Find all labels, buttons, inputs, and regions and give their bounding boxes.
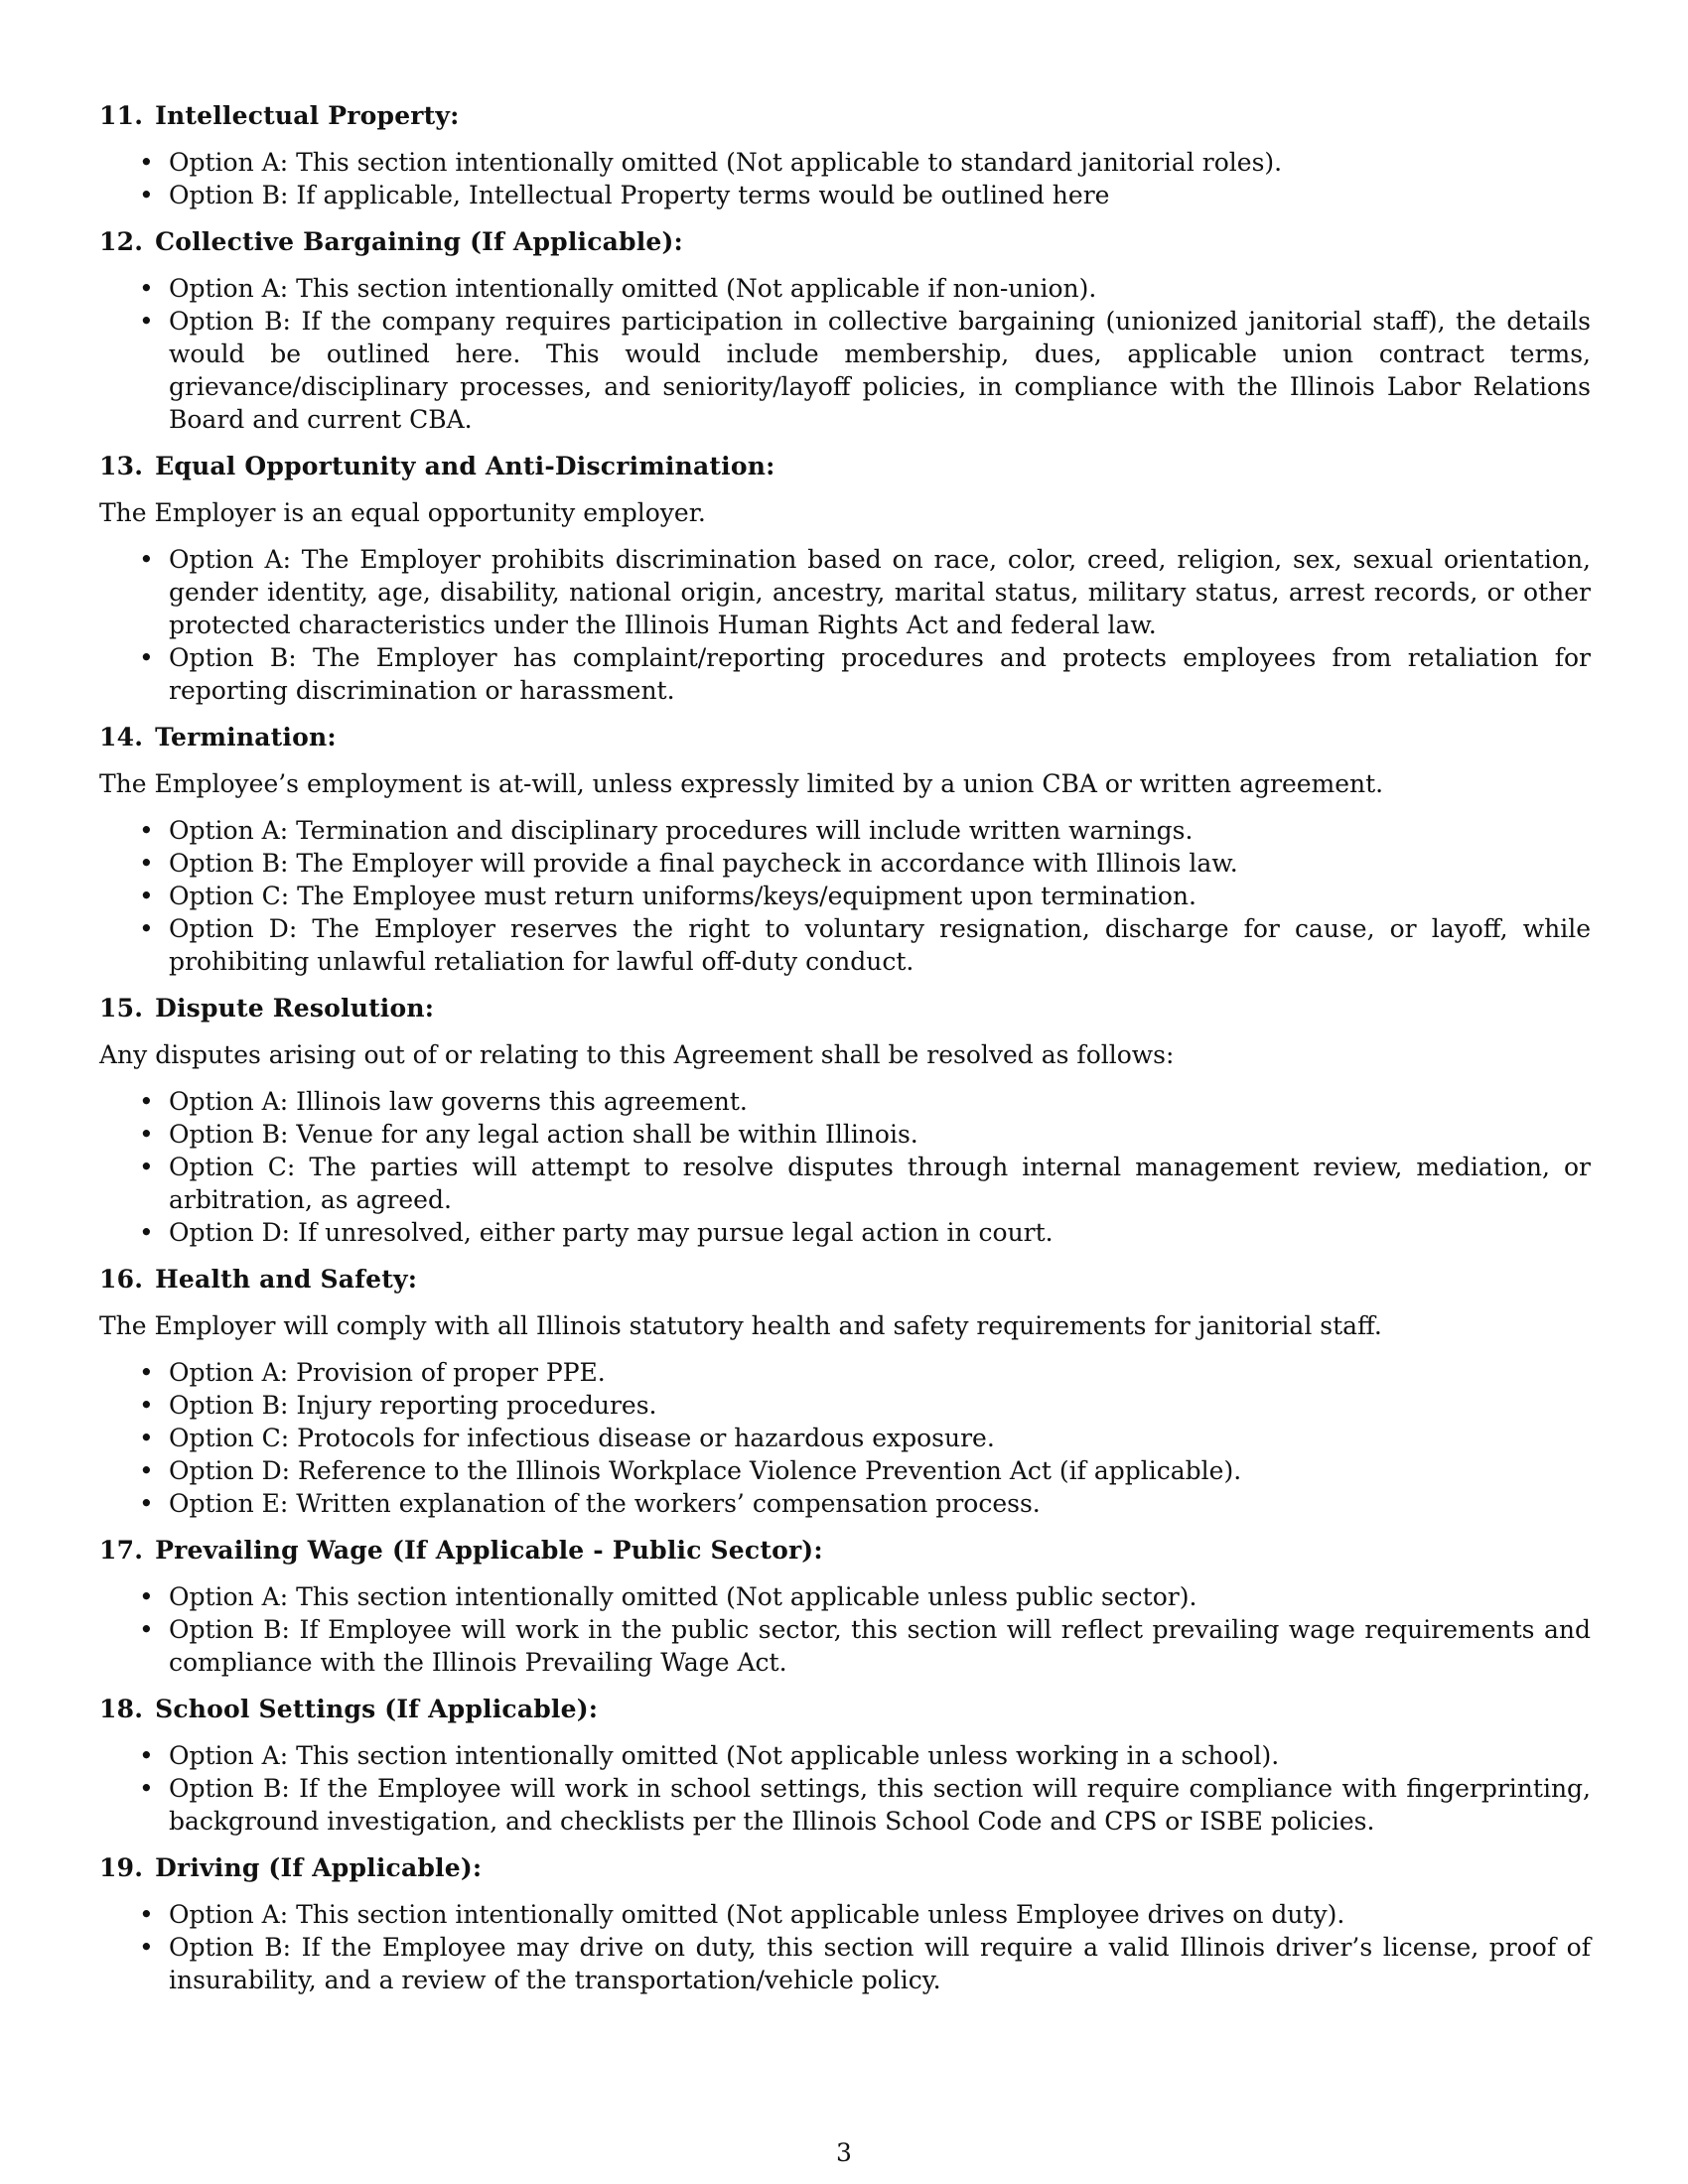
option-item: • Option B: If Employee will work in the public sector, this section will reflect prevailing wage requirements and compliance with the Illinois Prevailing Wage Act. xyxy=(99,1613,1591,1679)
section xyxy=(99,1851,1591,1996)
section xyxy=(99,1693,1591,1838)
section-title: Dispute Resolution: xyxy=(155,994,435,1023)
section-intro: Any disputes arising out of or relating to this Agreement shall be resolved as follows: xyxy=(99,1040,1175,1069)
option-list xyxy=(99,1739,1591,1838)
option-item: • Option A: Provision of proper PPE. xyxy=(99,1356,1591,1389)
option-item: • Option A: Termination and disciplinary procedures will include written warnings. xyxy=(99,814,1591,847)
option-item: • Option B: If applicable, Intellectual Property terms would be outlined here xyxy=(99,179,1591,211)
option-item: • Option B: The Employer has complaint/reporting procedures and protects employees from retaliation for reporting discrimination or harassment. xyxy=(99,641,1591,707)
option-item: • Option D: If unresolved, either party may pursue legal action in court. xyxy=(99,1216,1591,1249)
section-title: Intellectual Property: xyxy=(155,101,460,130)
sections-container xyxy=(99,99,1591,1996)
section-title: Health and Safety: xyxy=(155,1265,418,1294)
section xyxy=(99,721,1591,978)
option-item: • Option D: The Employer reserves the right to voluntary resignation, discharge for cause, or layoff, while prohibiting unlawful retaliation for lawful off-duty conduct. xyxy=(99,912,1591,978)
option-item: • Option A: This section intentionally omitted (Not applicable unless working in a school). xyxy=(99,1739,1591,1772)
section-intro: The Employer will comply with all Illinois statutory health and safety requirements for janitorial staff. xyxy=(99,1311,1382,1340)
section-heading xyxy=(99,1693,1591,1725)
section xyxy=(99,225,1591,436)
option-list xyxy=(99,1356,1591,1520)
option-list xyxy=(99,272,1591,436)
option-list xyxy=(99,1898,1591,1996)
section-heading xyxy=(99,1534,1591,1567)
section xyxy=(99,99,1591,211)
section-title: Termination: xyxy=(155,723,337,751)
option-item: • Option D: Reference to the Illinois Workplace Violence Prevention Act (if applicable). xyxy=(99,1454,1591,1487)
section-intro: The Employee’s employment is at-will, unless expressly limited by a union CBA or written agreement. xyxy=(99,769,1384,798)
section-heading xyxy=(99,99,1591,132)
section-title: Equal Opportunity and Anti-Discrimination: xyxy=(155,452,775,480)
section xyxy=(99,450,1591,707)
option-item: • Option B: The Employer will provide a final paycheck in accordance with Illinois law. xyxy=(99,847,1591,880)
option-list xyxy=(99,1580,1591,1679)
section-intro: The Employer is an equal opportunity employer. xyxy=(99,498,706,527)
option-item: • Option B: Injury reporting procedures. xyxy=(99,1389,1591,1422)
option-item: • Option A: This section intentionally omitted (Not applicable if non-union). xyxy=(99,272,1591,305)
section-title: School Settings (If Applicable): xyxy=(155,1695,599,1723)
section xyxy=(99,1263,1591,1520)
section-number: 11. xyxy=(99,101,144,130)
section-number: 12. xyxy=(99,227,144,256)
section-heading xyxy=(99,721,1591,753)
option-item: • Option E: Written explanation of the workers’ compensation process. xyxy=(99,1487,1591,1520)
section-number: 13. xyxy=(99,452,144,480)
option-item: • Option C: Protocols for infectious disease or hazardous exposure. xyxy=(99,1422,1591,1454)
option-item: • Option A: Illinois law governs this agreement. xyxy=(99,1085,1591,1118)
section-heading xyxy=(99,225,1591,258)
section-number: 14. xyxy=(99,723,144,751)
section-number: 17. xyxy=(99,1536,144,1565)
section-number: 19. xyxy=(99,1853,144,1882)
section-number: 18. xyxy=(99,1695,144,1723)
section-title: Collective Bargaining (If Applicable): xyxy=(155,227,683,256)
document-body xyxy=(99,99,1591,2010)
section-number: 16. xyxy=(99,1265,144,1294)
section xyxy=(99,992,1591,1249)
option-item: • Option B: If the Employee may drive on duty, this section will require a valid Illinois driver’s license, proof of insurability, and a review of the transportation/vehicle policy. xyxy=(99,1931,1591,1996)
section-heading xyxy=(99,992,1591,1024)
option-list xyxy=(99,146,1591,211)
option-item: • Option B: If the Employee will work in school settings, this section will require compliance with fingerprinting, background investigation, and checklists per the Illinois School Code and CPS or ISBE policies. xyxy=(99,1772,1591,1838)
section-title: Driving (If Applicable): xyxy=(155,1853,483,1882)
section xyxy=(99,1534,1591,1679)
section-title: Prevailing Wage (If Applicable - Public Sector): xyxy=(155,1536,823,1565)
section-heading xyxy=(99,1851,1591,1884)
section-heading xyxy=(99,450,1591,482)
option-item: • Option C: The Employee must return uniforms/keys/equipment upon termination. xyxy=(99,880,1591,912)
option-item: • Option B: Venue for any legal action shall be within Illinois. xyxy=(99,1118,1591,1151)
option-list xyxy=(99,543,1591,707)
option-item: • Option A: The Employer prohibits discrimination based on race, color, creed, religion, sex, sexual orientation, gender identity, age, disability, national origin, ancestry, marital status, military status, arrest records, or other protected characteristics under the Illinois Human Rights Act and federal law. xyxy=(99,543,1591,641)
option-item: • Option A: This section intentionally omitted (Not applicable unless Employee drives on duty). xyxy=(99,1898,1591,1931)
section-number: 15. xyxy=(99,994,144,1023)
option-item: • Option A: This section intentionally omitted (Not applicable to standard janitorial roles). xyxy=(99,146,1591,179)
option-list xyxy=(99,814,1591,978)
option-item: • Option B: If the company requires participation in collective bargaining (unionized janitorial staff), the details would be outlined here. This would include membership, dues, applicable union contract terms, grievance/disciplinary processes, and seniority/layoff policies, in compliance with the Illinois Labor Relations Board and current CBA. xyxy=(99,305,1591,436)
option-item: • Option A: This section intentionally omitted (Not applicable unless public sector). xyxy=(99,1580,1591,1613)
page-number: 3 xyxy=(836,2138,852,2167)
section-heading xyxy=(99,1263,1591,1296)
option-list xyxy=(99,1085,1591,1249)
option-item: • Option C: The parties will attempt to resolve disputes through internal management review, mediation, or arbitration, as agreed. xyxy=(99,1151,1591,1216)
